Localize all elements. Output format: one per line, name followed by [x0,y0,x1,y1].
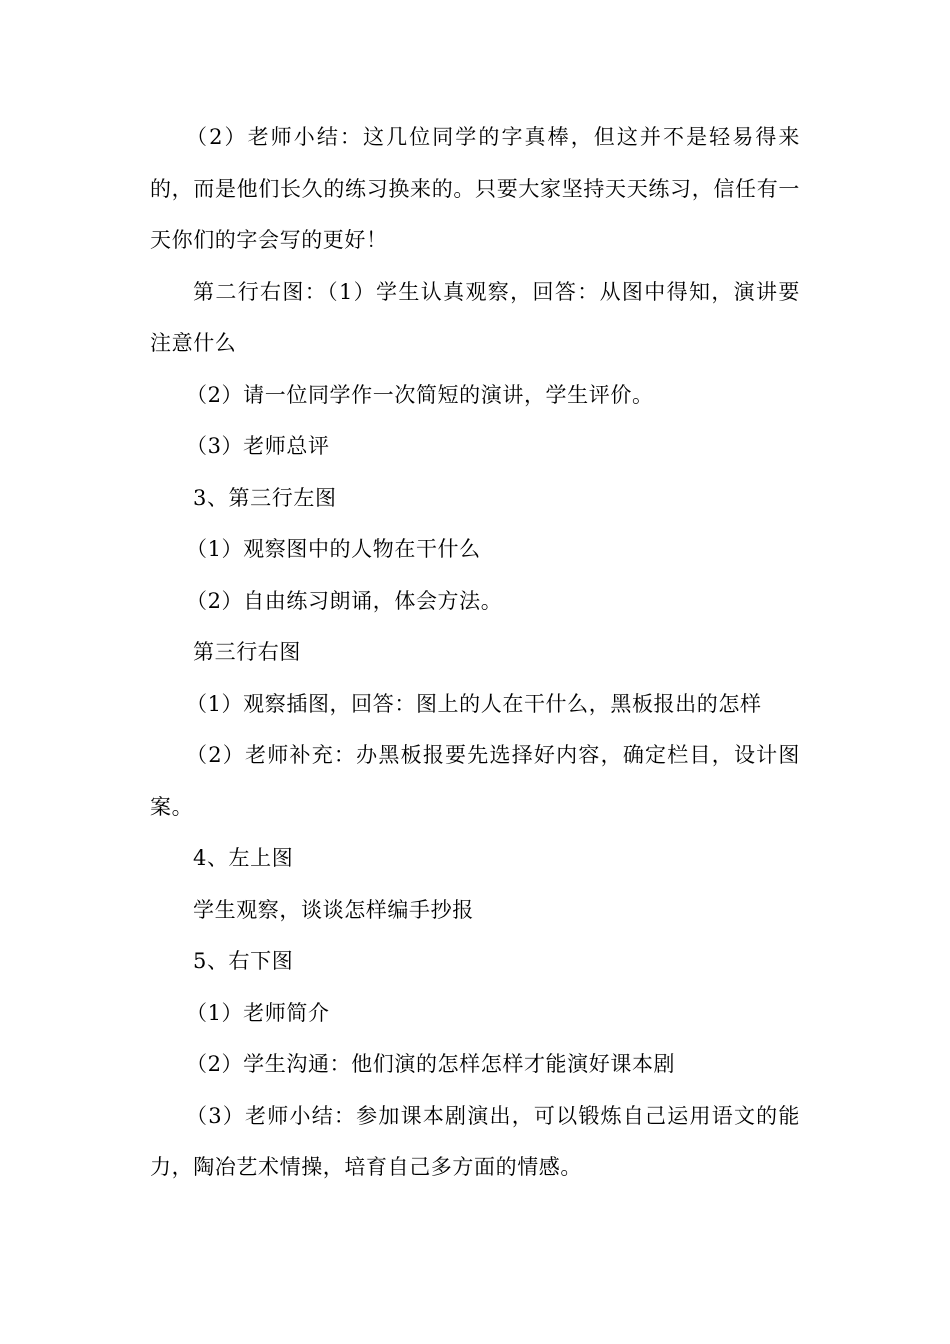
paragraph-teacher-intro: （1）老师简介 [186,1000,330,1025]
paragraph-free-recitation: （2）自由练习朗诵，体会方法。 [186,588,503,613]
paragraph-handwritten-newspaper: 学生观察，谈谈怎样编手抄报 [193,897,474,922]
paragraph-teacher-summary-handwriting: （2）老师小结：这几位同学的字真棒，但这并不是轻易得来的，而是他们长久的练习换来的。只要大家坚持天天练习，信任有一天你们的字会写的更好！ [150,125,800,252]
paragraph-student-discussion: （2）学生沟通：他们演的怎样怎样才能演好课本剧 [186,1052,676,1076]
section-heading-top-left: 4、左上图 [193,846,294,870]
paragraph-blackboard-supplement: （2）老师补充：办黑板报要先选择好内容，确定栏目，设计图案。 [150,743,800,819]
document-page [150,112,800,1194]
paragraph-speech-evaluation: （2）请一位同学作一次简短的演讲，学生评价。 [186,382,654,407]
section-heading-bottom-right: 5、右下图 [193,949,294,973]
section-heading-row3-left: 3、第三行左图 [193,485,337,510]
paragraph-observe-illustration: （1）观察插图，回答：图上的人在干什么，黑板报出的怎样 [186,691,762,716]
paragraph-teacher-summary-play: （3）老师小结：参加课本剧演出，可以锻炼自己运用语文的能力，陶冶艺术情操，培育自己多方面的情感。 [150,1103,800,1179]
paragraph-observe-people: （1）观察图中的人物在干什么 [186,537,481,561]
section-heading-row3-right: 第三行右图 [193,640,301,664]
paragraph-teacher-overall-review: （3）老师总评 [186,434,330,458]
paragraph-row2-right-observe: 第二行右图：（1）学生认真观察，回答：从图中得知，演讲要注意什么 [150,279,800,355]
